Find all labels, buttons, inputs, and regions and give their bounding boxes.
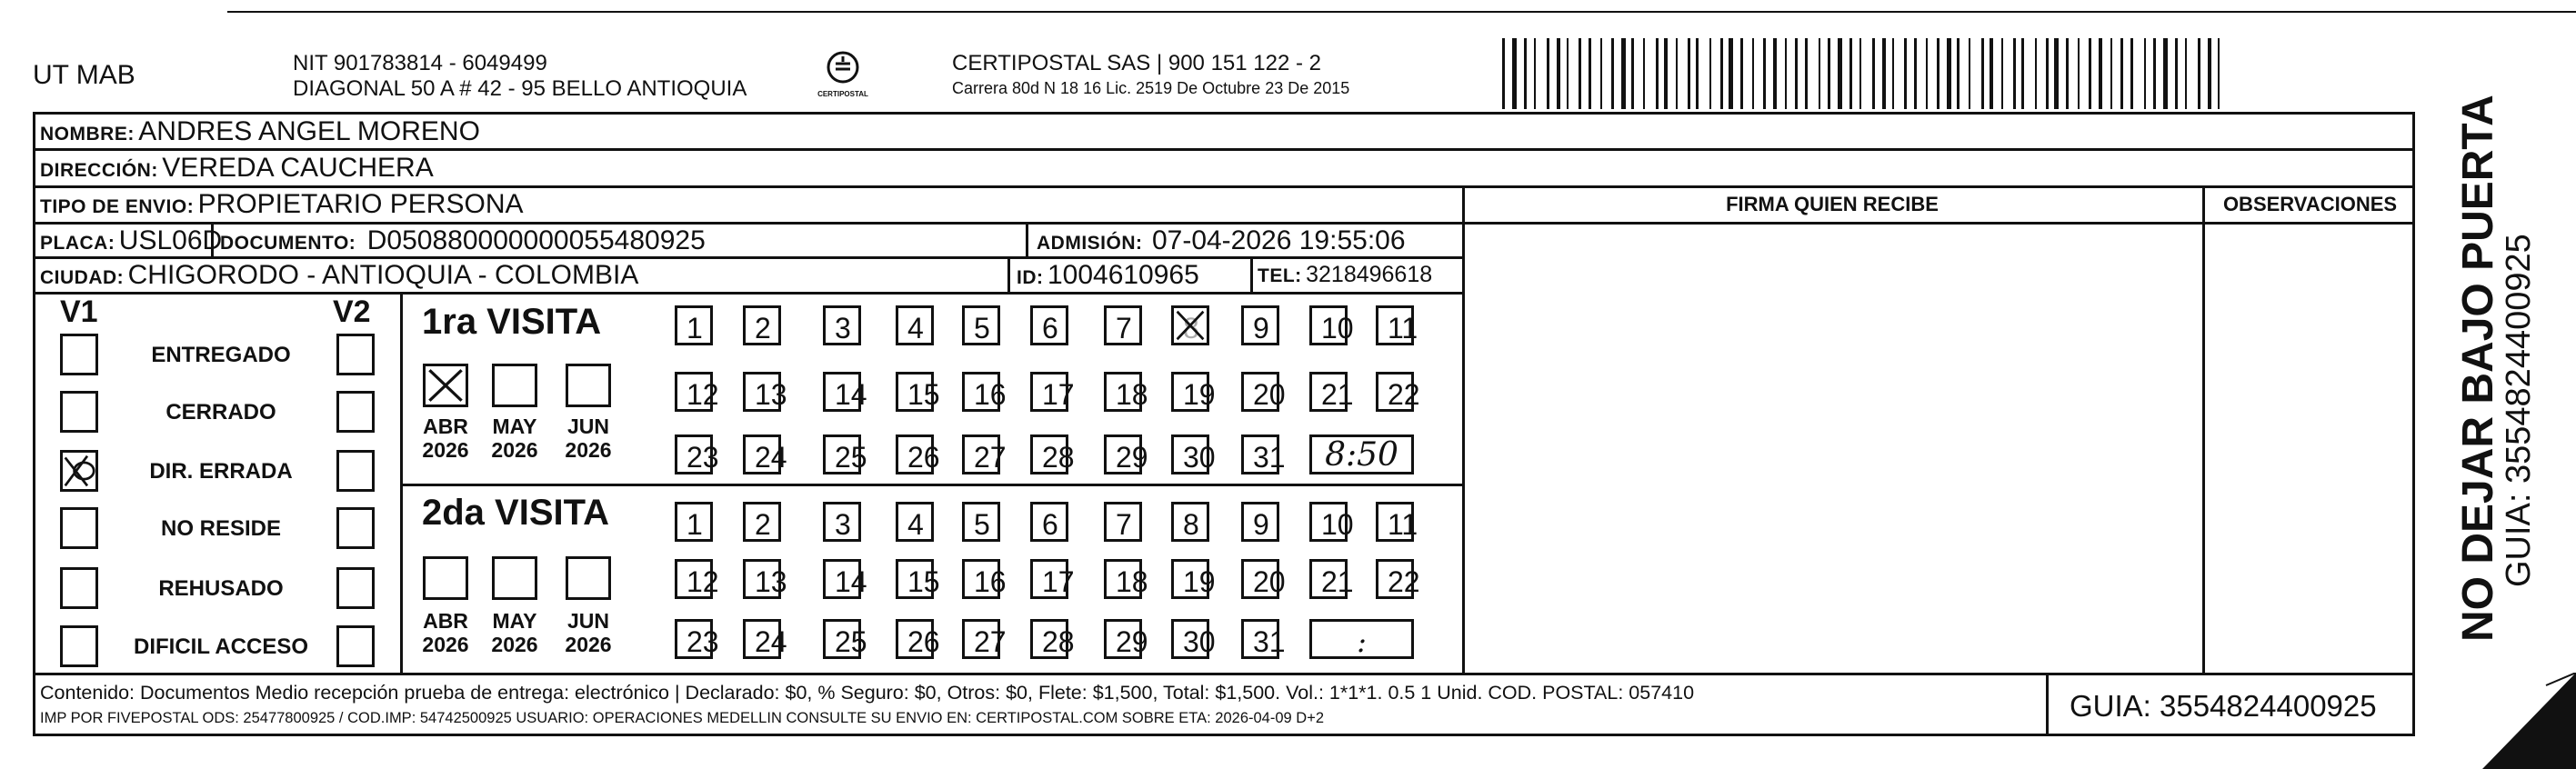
day-number: 25	[835, 625, 867, 658]
day-number: 20	[1253, 378, 1286, 411]
row-line	[33, 148, 2415, 151]
day-box[interactable]	[743, 305, 781, 345]
month-box-may[interactable]	[492, 556, 537, 600]
day-number: 30	[1183, 625, 1216, 658]
day-number: 12	[687, 378, 719, 411]
logo-text: CERTIPOSTAL	[817, 90, 868, 98]
v1-checkbox-4[interactable]	[60, 507, 98, 549]
barcode-bar	[1872, 38, 1875, 109]
day-box[interactable]	[1309, 372, 1354, 412]
barcode-bar	[2198, 38, 2200, 109]
day-number: 10	[1321, 312, 1354, 345]
day-number: 27	[974, 625, 1007, 658]
day-number: 15	[907, 565, 940, 598]
day-number: 24	[755, 441, 787, 474]
day-number: 13	[755, 378, 787, 411]
barcode-bar	[2208, 38, 2211, 109]
status-label: NO RESIDE	[160, 516, 282, 541]
day-box[interactable]	[1241, 372, 1286, 412]
barcode-bar	[1600, 38, 1602, 109]
day-number: 28	[1042, 625, 1075, 658]
tel-value: 3218496618	[1306, 262, 1433, 287]
cell-divider	[1250, 256, 1253, 292]
firma-header: FIRMA QUIEN RECIBE	[1726, 193, 1939, 215]
day-box[interactable]	[1171, 619, 1216, 659]
direccion-label: DIRECCIÓN:	[40, 160, 158, 181]
day-number: 16	[974, 378, 1007, 411]
barcode-bar	[2099, 38, 2102, 109]
day-number: 25	[835, 441, 867, 474]
day-number: 30	[1183, 441, 1216, 474]
day-number: 2	[755, 312, 771, 345]
row-line	[33, 222, 1465, 225]
row-line	[33, 185, 2415, 188]
day-number: 1	[687, 508, 703, 541]
day-number: 7	[1116, 312, 1132, 345]
day-number: 29	[1116, 441, 1148, 474]
month-label: ABR 2026	[422, 414, 469, 463]
day-box[interactable]	[743, 502, 781, 542]
day-number: 22	[1388, 565, 1420, 598]
status-label: ENTREGADO	[151, 343, 291, 367]
side-warning: NO DEJAR BAJO PUERTA	[2454, 95, 2502, 642]
barcode-bar	[1937, 38, 1940, 109]
barcode-bar	[2066, 38, 2069, 109]
time-box[interactable]	[1309, 434, 1414, 474]
day-box[interactable]	[1171, 372, 1216, 412]
firma-divider	[1462, 185, 1465, 674]
day-number: 4	[907, 508, 924, 541]
cell-divider	[1007, 256, 1010, 292]
day-number: 7	[1116, 508, 1132, 541]
barcode-bar	[1740, 38, 1743, 109]
status-label: REHUSADO	[158, 576, 284, 601]
day-box[interactable]	[1030, 434, 1075, 474]
barcode-bar	[1828, 38, 1830, 109]
time-value: :	[1357, 624, 1367, 659]
barcode-bar	[1664, 38, 1668, 109]
day-box[interactable]	[1104, 502, 1142, 542]
month-box-abr[interactable]	[423, 556, 468, 600]
barcode-bar	[1579, 38, 1581, 109]
guia-footer: GUIA: 3554824400925	[2070, 689, 2377, 723]
v2-checkbox-2[interactable]	[336, 391, 375, 433]
day-box[interactable]	[823, 372, 867, 412]
barcode-bar	[1752, 38, 1754, 109]
v1-checkbox-2[interactable]	[60, 391, 98, 433]
day-number: 19	[1183, 565, 1216, 598]
barcode-bar	[1805, 38, 1808, 109]
day-number: 23	[687, 441, 719, 474]
day-number: 15	[907, 378, 940, 411]
status-label: CERRADO	[165, 400, 276, 424]
day-box[interactable]	[1171, 502, 1209, 542]
status-divider	[400, 292, 403, 674]
barcode-bar	[1720, 38, 1723, 109]
month-label: MAY 2026	[491, 609, 538, 657]
day-number: 6	[1042, 508, 1058, 541]
nombre-label: NOMBRE:	[40, 124, 135, 145]
barcode-bar	[2078, 38, 2080, 109]
day-box[interactable]	[962, 559, 1007, 599]
admision-label: ADMISIÓN:	[1037, 233, 1143, 254]
barcode-bar	[1621, 38, 1626, 109]
documento-label: DOCUMENTO:	[220, 233, 356, 254]
day-number: 14	[835, 565, 867, 598]
row-line	[1462, 222, 2415, 225]
barcode-bar	[1656, 38, 1659, 109]
day-number: 14	[835, 378, 867, 411]
barcode-bar	[1729, 38, 1733, 109]
imp-text: IMP POR FIVEPOSTAL ODS: 25477800925 / COD.IMP: 54742500925 USUARIO: OPERACIONES MEDELLIN CONSULTE SU ENVIO EN: CERTIPOSTAL.COM SOBRE ETA: 2026-04-09 D+2	[40, 710, 1325, 726]
tipo-label: TIPO DE ENVIO:	[40, 196, 195, 217]
ciudad-field	[40, 262, 638, 289]
day-number: 12	[687, 565, 719, 598]
day-box[interactable]	[1241, 619, 1286, 659]
day-number: 23	[687, 625, 719, 658]
day-box[interactable]	[1104, 619, 1148, 659]
day-box[interactable]	[1309, 559, 1354, 599]
v2-checkbox-6[interactable]	[336, 625, 375, 667]
sender-address: DIAGONAL 50 A # 42 - 95 BELLO ANTIOQUIA	[293, 76, 747, 101]
day-box[interactable]	[1376, 372, 1420, 412]
day-number: 8	[1183, 312, 1199, 345]
nit-text: NIT 901783814 - 6049499	[293, 51, 547, 75]
visit-divider	[400, 484, 1464, 486]
barcode-bar	[1926, 38, 1928, 109]
day-box[interactable]	[1104, 372, 1148, 412]
barcode-bar	[1676, 38, 1678, 109]
day-number: 6	[1042, 312, 1058, 345]
company-code: UT MAB	[33, 60, 135, 90]
placa-value: USL06D	[118, 225, 223, 255]
barcode-bar	[2218, 38, 2220, 109]
placa-field	[40, 227, 222, 255]
day-box[interactable]	[1030, 559, 1075, 599]
barcode-bar	[1709, 38, 1711, 109]
day-number: 3	[835, 312, 851, 345]
day-box[interactable]	[896, 434, 940, 474]
day-box[interactable]	[823, 502, 861, 542]
day-box[interactable]	[962, 502, 1000, 542]
barcode-bar	[1534, 38, 1536, 109]
day-box[interactable]	[1171, 305, 1209, 345]
barcode-bar	[2175, 38, 2178, 109]
day-box[interactable]	[1030, 305, 1068, 345]
day-number: 20	[1253, 565, 1286, 598]
barcode-bar	[1696, 38, 1699, 109]
day-number: 5	[974, 508, 990, 541]
day-number: 22	[1388, 378, 1420, 411]
id-value: 1004610965	[1047, 260, 1199, 290]
documento-field	[220, 227, 706, 255]
barcode-bar	[1990, 38, 1993, 109]
day-box[interactable]	[1104, 434, 1148, 474]
barcode-bar	[1557, 38, 1560, 109]
barcode-bar	[1512, 38, 1517, 109]
day-box[interactable]	[823, 619, 867, 659]
day-box[interactable]	[1309, 305, 1354, 345]
day-box[interactable]	[1030, 502, 1068, 542]
barcode-bar	[1547, 38, 1549, 109]
day-number: 18	[1116, 565, 1148, 598]
barcode-bar	[2054, 38, 2059, 109]
day-number: 17	[1042, 565, 1075, 598]
v2-checkbox-5[interactable]	[336, 567, 375, 609]
day-number: 18	[1116, 378, 1148, 411]
day-box[interactable]	[1376, 559, 1420, 599]
barcode-bar	[1882, 38, 1886, 109]
day-box[interactable]	[675, 619, 719, 659]
barcode-bar	[1957, 38, 1960, 109]
documento-value: D050880000000055480925	[366, 225, 706, 255]
month-label: JUN 2026	[565, 414, 612, 463]
barcode-bar	[2110, 38, 2112, 109]
day-number: 9	[1253, 312, 1269, 345]
ciudad-value: CHIGORODO - ANTIOQUIA - COLOMBIA	[127, 260, 639, 290]
certipostal-logo	[811, 44, 875, 105]
row-line	[33, 673, 2415, 675]
observ-divider	[2202, 185, 2205, 674]
barcode-bar	[2046, 38, 2049, 109]
v2-checkbox-1[interactable]	[336, 334, 375, 375]
direccion-value: VEREDA CAUCHERA	[162, 153, 434, 183]
day-box[interactable]	[1241, 434, 1286, 474]
day-number: 4	[907, 312, 924, 345]
day-number: 29	[1116, 625, 1148, 658]
side-guia: GUIA: 3554824400925	[2500, 234, 2538, 587]
day-box[interactable]	[1104, 559, 1148, 599]
barcode-bar	[2163, 38, 2168, 109]
barcode-bar	[1849, 38, 1852, 109]
barcode-bar	[1795, 38, 1798, 109]
month-label: ABR 2026	[422, 609, 469, 657]
status-label: DIR. ERRADA	[149, 459, 293, 484]
day-box[interactable]	[962, 372, 1007, 412]
carrier-name: CERTIPOSTAL SAS | 900 151 122 - 2	[952, 51, 1321, 75]
barcode-bar	[2035, 38, 2037, 109]
id-field	[1017, 262, 1199, 289]
barcode-bar	[1914, 38, 1917, 109]
visit2-title: 2da VISITA	[422, 493, 609, 533]
day-box[interactable]	[1171, 559, 1216, 599]
ciudad-label: CIUDAD:	[40, 267, 125, 288]
barcode-bar	[1773, 38, 1777, 109]
barcode	[1500, 38, 2228, 109]
day-number: 21	[1321, 565, 1354, 598]
day-box[interactable]	[675, 372, 719, 412]
barcode-bar	[2021, 38, 2024, 109]
day-number: 2	[755, 508, 771, 541]
day-number: 27	[974, 441, 1007, 474]
day-number: 16	[974, 565, 1007, 598]
barcode-bar	[1567, 38, 1569, 109]
v1-checkbox-3[interactable]	[60, 450, 98, 492]
day-number: 24	[755, 625, 787, 658]
day-number: 10	[1321, 508, 1354, 541]
day-number: 3	[835, 508, 851, 541]
month-box-jun[interactable]	[566, 364, 611, 407]
contenido-text: Contenido: Documentos Medio recepción prueba de entrega: electrónico | Declarado: $0, % Seguro: $0, Otros: $0, Flete: $1,500, Total: $1,500. Vol.: 1*1*1. 0.5 1 Unid. COD. POSTAL: 057410	[40, 682, 1695, 704]
tel-label: TEL:	[1258, 265, 1302, 286]
barcode-bar	[1892, 38, 1894, 109]
day-box[interactable]	[962, 619, 1007, 659]
day-number: 8	[1183, 508, 1199, 541]
v1-checkbox-5[interactable]	[60, 567, 98, 609]
barcode-bar	[2144, 38, 2146, 109]
day-box[interactable]	[962, 305, 1000, 345]
month-label: JUN 2026	[565, 609, 612, 657]
barcode-bar	[1785, 38, 1787, 109]
day-number: 26	[907, 441, 940, 474]
row-line	[33, 292, 1465, 295]
day-number: 31	[1253, 441, 1286, 474]
direccion-field	[40, 155, 434, 182]
day-box[interactable]	[743, 619, 787, 659]
day-number: 26	[907, 625, 940, 658]
barcode-bar	[1819, 38, 1820, 109]
day-box[interactable]	[675, 559, 719, 599]
day-box[interactable]	[1376, 305, 1418, 345]
barcode-bar	[1969, 38, 1970, 109]
barcode-bar	[1981, 38, 1984, 109]
day-box[interactable]	[962, 434, 1007, 474]
day-box[interactable]	[675, 434, 719, 474]
barcode-bar	[2089, 38, 2091, 109]
day-box[interactable]	[823, 305, 861, 345]
v1-checkbox-1[interactable]	[60, 334, 98, 375]
placa-label: PLACA:	[40, 233, 115, 254]
barcode-bar	[2153, 38, 2156, 109]
day-number: 19	[1183, 378, 1216, 411]
admision-value: 07-04-2026 19:55:06	[1151, 225, 1406, 255]
day-box[interactable]	[896, 372, 940, 412]
barcode-bar	[1589, 38, 1591, 109]
barcode-bar	[1502, 38, 1505, 109]
barcode-bar	[1524, 38, 1527, 109]
carrier-license: Carrera 80d N 18 16 Lic. 2519 De Octubre 23 De 2015	[952, 79, 1350, 97]
day-box[interactable]	[1104, 305, 1142, 345]
time-value: 8:50	[1325, 436, 1398, 474]
day-number: 28	[1042, 441, 1075, 474]
day-number: 31	[1253, 625, 1286, 658]
day-number: 1	[687, 312, 703, 345]
day-box[interactable]	[1241, 502, 1279, 542]
month-box-may[interactable]	[492, 364, 537, 407]
day-number: 9	[1253, 508, 1269, 541]
id-label: ID:	[1017, 267, 1044, 288]
barcode-bar	[2120, 38, 2123, 109]
barcode-bar	[1947, 38, 1951, 109]
barcode-bar	[1643, 38, 1645, 109]
barcode-bar	[1688, 38, 1690, 109]
day-number: 21	[1321, 378, 1354, 411]
day-box[interactable]	[823, 559, 867, 599]
barcode-bar	[1859, 38, 1861, 109]
barcode-bar	[1838, 38, 1842, 109]
tel-field	[1258, 264, 1432, 286]
day-box[interactable]	[1241, 559, 1286, 599]
day-box[interactable]	[896, 559, 940, 599]
month-box-abr[interactable]	[423, 364, 468, 407]
day-box[interactable]	[1030, 619, 1075, 659]
visit1-title: 1ra VISITA	[422, 302, 602, 342]
barcode-bar	[1611, 38, 1614, 109]
guia-divider	[2046, 673, 2049, 736]
day-number: 17	[1042, 378, 1075, 411]
nombre-value: ANDRES ANGEL MORENO	[138, 116, 480, 146]
day-number: 5	[974, 312, 990, 345]
cell-divider	[1026, 222, 1028, 256]
status-label: DIFICIL ACCESO	[133, 634, 308, 659]
v2-checkbox-3[interactable]	[336, 450, 375, 492]
day-box[interactable]	[896, 305, 934, 345]
day-box[interactable]	[743, 434, 787, 474]
v2-checkbox-4[interactable]	[336, 507, 375, 549]
day-box[interactable]	[1376, 502, 1418, 542]
month-label: MAY 2026	[491, 414, 538, 463]
top-rule	[227, 11, 2576, 13]
v1-checkbox-6[interactable]	[60, 625, 98, 667]
time-box[interactable]	[1309, 619, 1414, 659]
day-box[interactable]	[1030, 372, 1075, 412]
day-box[interactable]	[1171, 434, 1216, 474]
day-number: 13	[755, 565, 787, 598]
corner-fold	[2482, 673, 2576, 769]
day-box[interactable]	[823, 434, 867, 474]
day-box[interactable]	[1309, 502, 1354, 542]
observaciones-header: OBSERVACIONES	[2222, 193, 2398, 215]
tipo-value: PROPIETARIO PERSONA	[197, 189, 524, 219]
barcode-bar	[2185, 38, 2187, 109]
day-number: 11	[1388, 508, 1418, 541]
v2-label: V2	[333, 295, 371, 329]
day-number: 11	[1388, 312, 1418, 345]
v1-label: V1	[60, 295, 98, 329]
barcode-bar	[1904, 38, 1907, 109]
day-box[interactable]	[675, 502, 713, 542]
barcode-bar	[1631, 38, 1634, 109]
admision-field	[1037, 227, 1406, 255]
day-box[interactable]	[1241, 305, 1279, 345]
barcode-bar	[2001, 38, 2003, 109]
month-box-jun[interactable]	[566, 556, 611, 600]
tipo-field	[40, 191, 524, 218]
day-box[interactable]	[896, 619, 940, 659]
barcode-bar	[2013, 38, 2016, 109]
barcode-bar	[2130, 38, 2133, 109]
nombre-field	[40, 118, 480, 145]
day-box[interactable]	[743, 559, 787, 599]
day-box[interactable]	[675, 305, 713, 345]
day-box[interactable]	[743, 372, 787, 412]
day-box[interactable]	[896, 502, 934, 542]
barcode-bar	[1763, 38, 1766, 109]
